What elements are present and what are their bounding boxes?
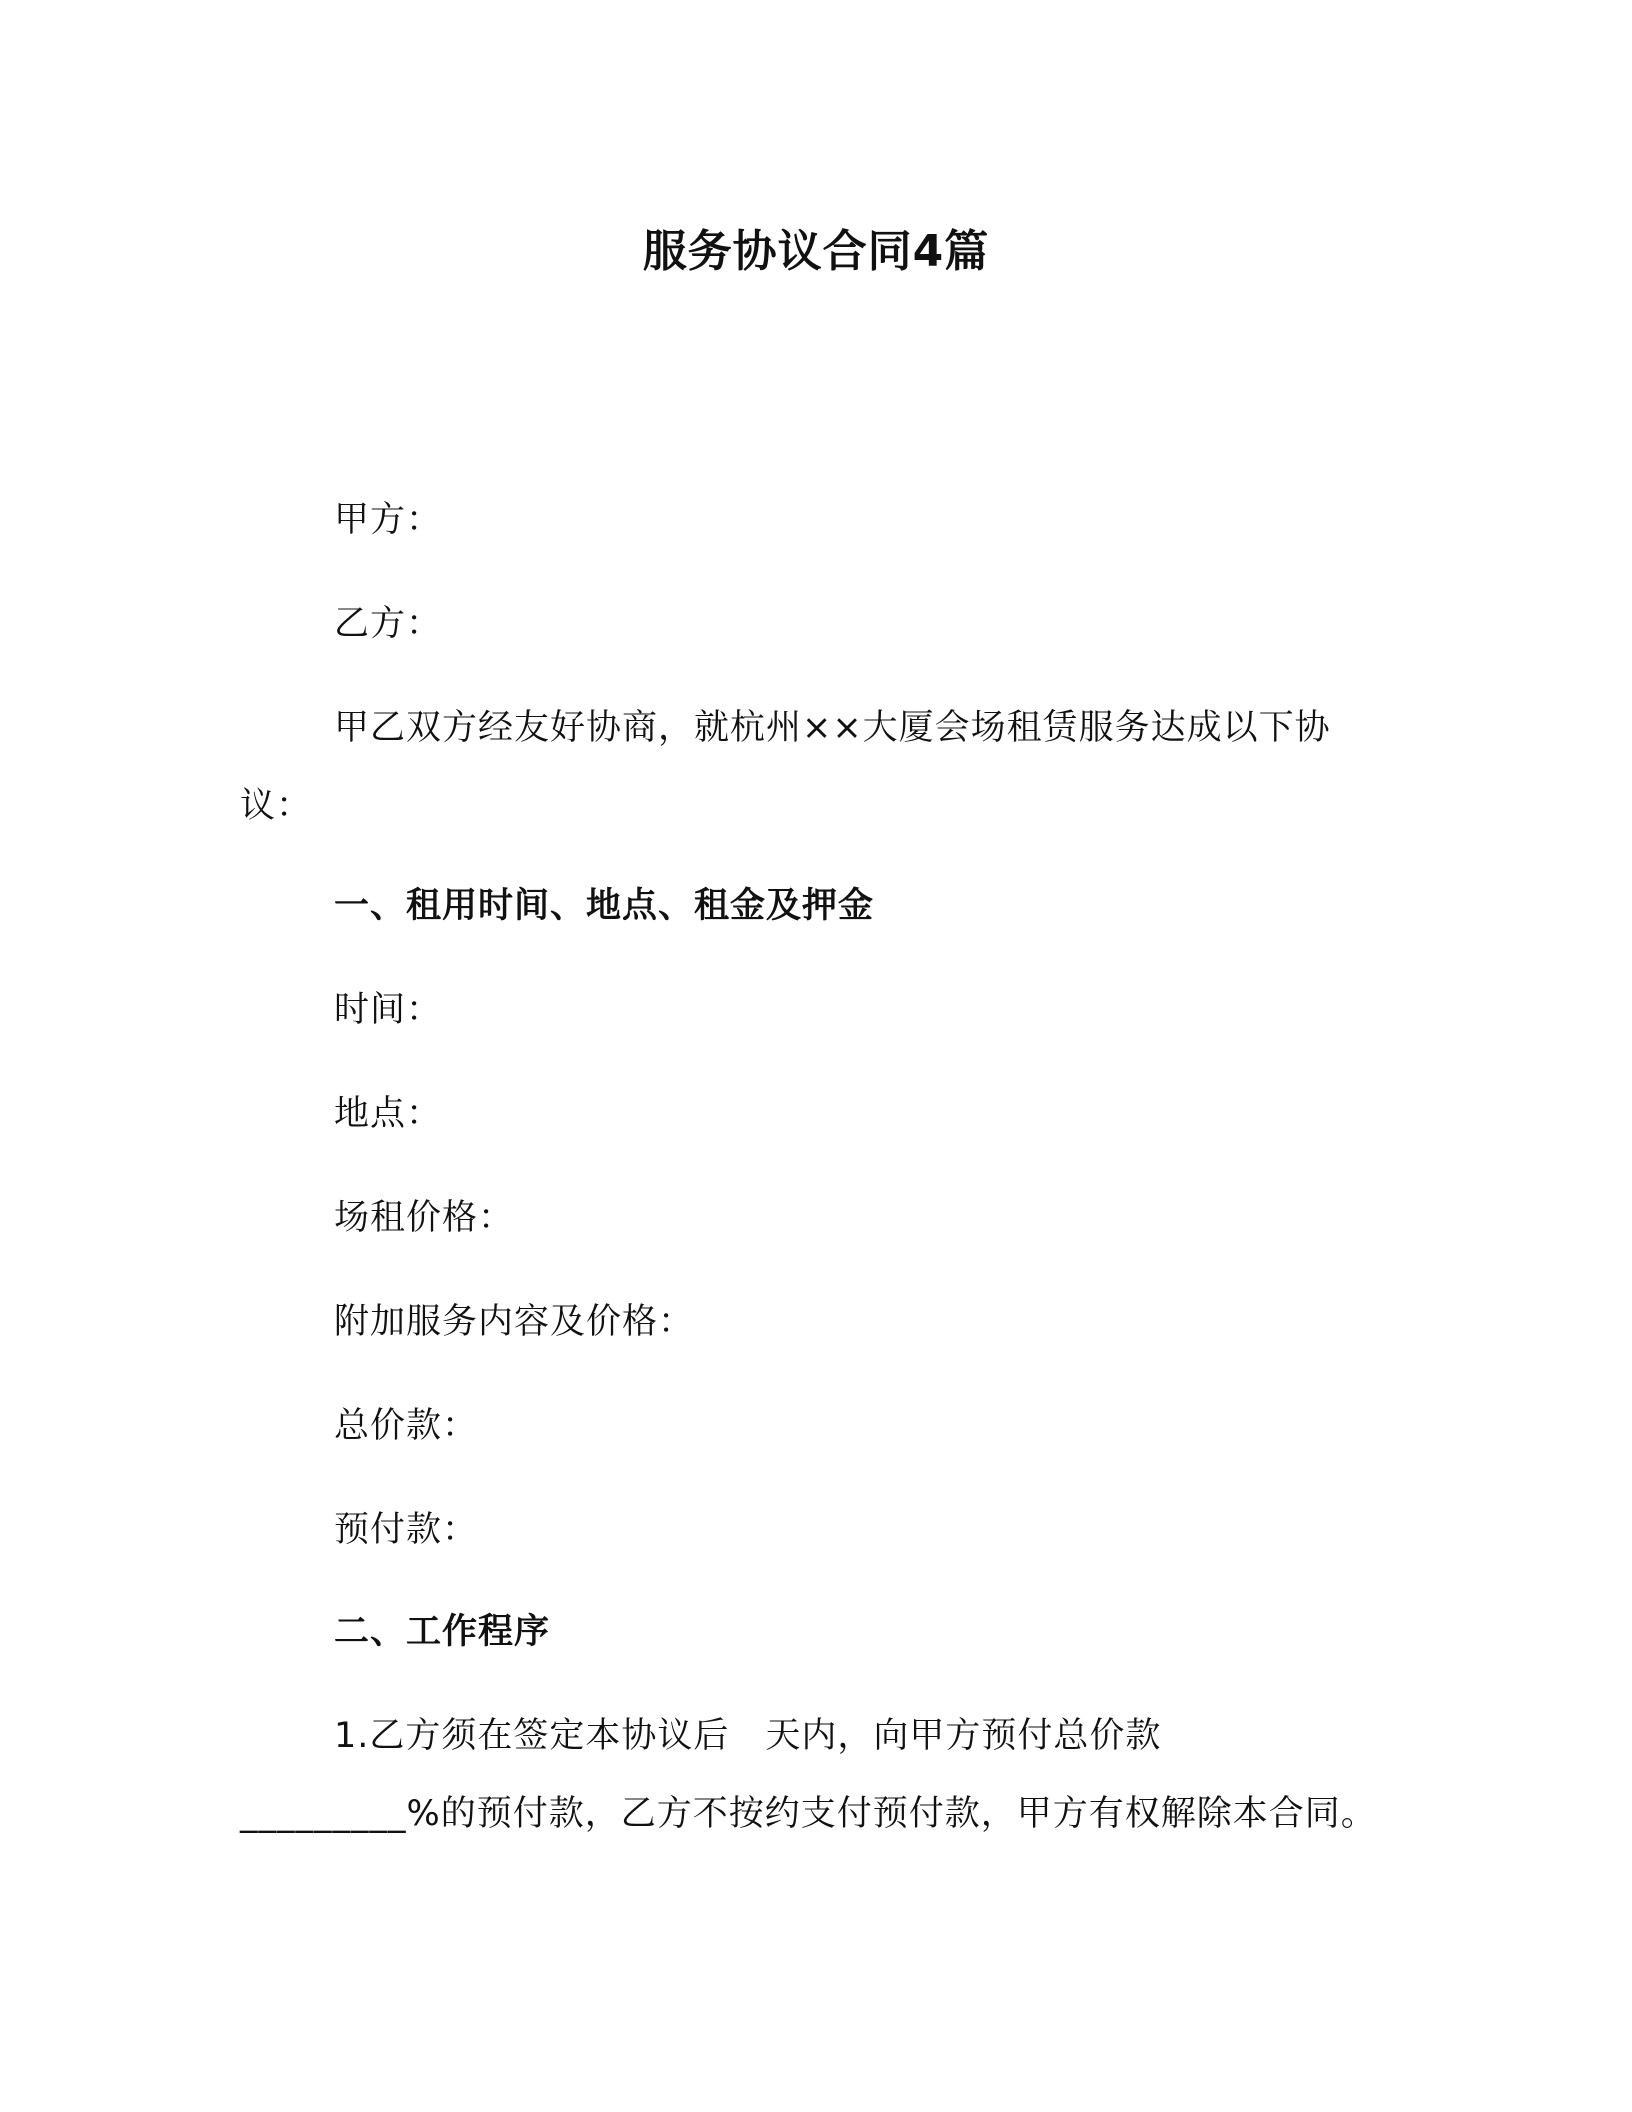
field-time: 时间： [334,990,443,1030]
field-location: 地点： [334,1094,443,1134]
document-title: 服务协议合同4篇 [642,226,990,277]
section-2-heading: 二、工作程序 [334,1612,551,1652]
clause-1-line-1: 1.乙方须在签定本协议后 天内，向甲方预付总价款 [334,1716,1162,1756]
field-prepayment: 预付款： [334,1510,479,1550]
intro-paragraph-line-2: 议： [240,786,313,826]
intro-paragraph-line-1: 甲乙双方经友好协商，就杭州××大厦会场租赁服务达成以下协 [334,708,1331,748]
clause-1-line-2: _________%的预付款，乙方不按约支付预付款，甲方有权解除本合同。 [240,1794,1377,1834]
field-total-price: 总价款： [334,1406,479,1446]
party-a-label: 甲方： [334,500,443,540]
party-b-label: 乙方： [334,604,443,644]
field-venue-price: 场租价格： [334,1198,515,1238]
field-extra-services: 附加服务内容及价格： [334,1302,695,1342]
section-1-heading: 一、租用时间、地点、租金及押金 [334,886,875,926]
